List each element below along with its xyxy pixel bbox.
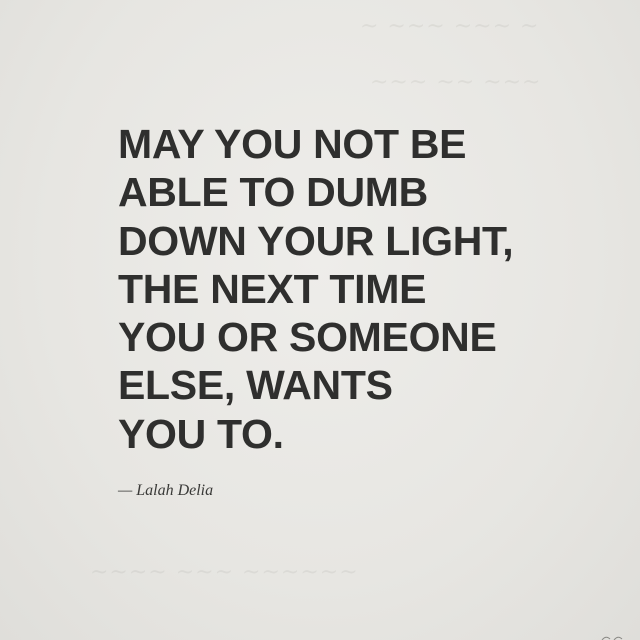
bleed-through-decoration: ~ ~~~ ~~~ ~ (360, 14, 540, 39)
quote-line: YOU OR SOMEONE (118, 314, 497, 361)
quote-line: DOWN YOUR LIGHT, (118, 217, 514, 264)
quote-attribution: — Lalah Delia (118, 482, 214, 499)
quote-line: ELSE, WANTS (118, 362, 393, 409)
quote-text (118, 120, 513, 458)
bleed-through-decoration: ~~~ ~~ ~~~ (370, 70, 542, 95)
quote-line: YOU TO. (118, 410, 284, 457)
bleed-through-decoration: ~~~~ ~~~ ~~~~~~ (90, 560, 359, 585)
corner-mark-icon (600, 634, 630, 640)
quote-line: ABLE TO DUMB (118, 169, 428, 216)
quote-line: MAY YOU NOT BE (118, 121, 467, 167)
quote-line: THE NEXT TIME (118, 265, 427, 312)
